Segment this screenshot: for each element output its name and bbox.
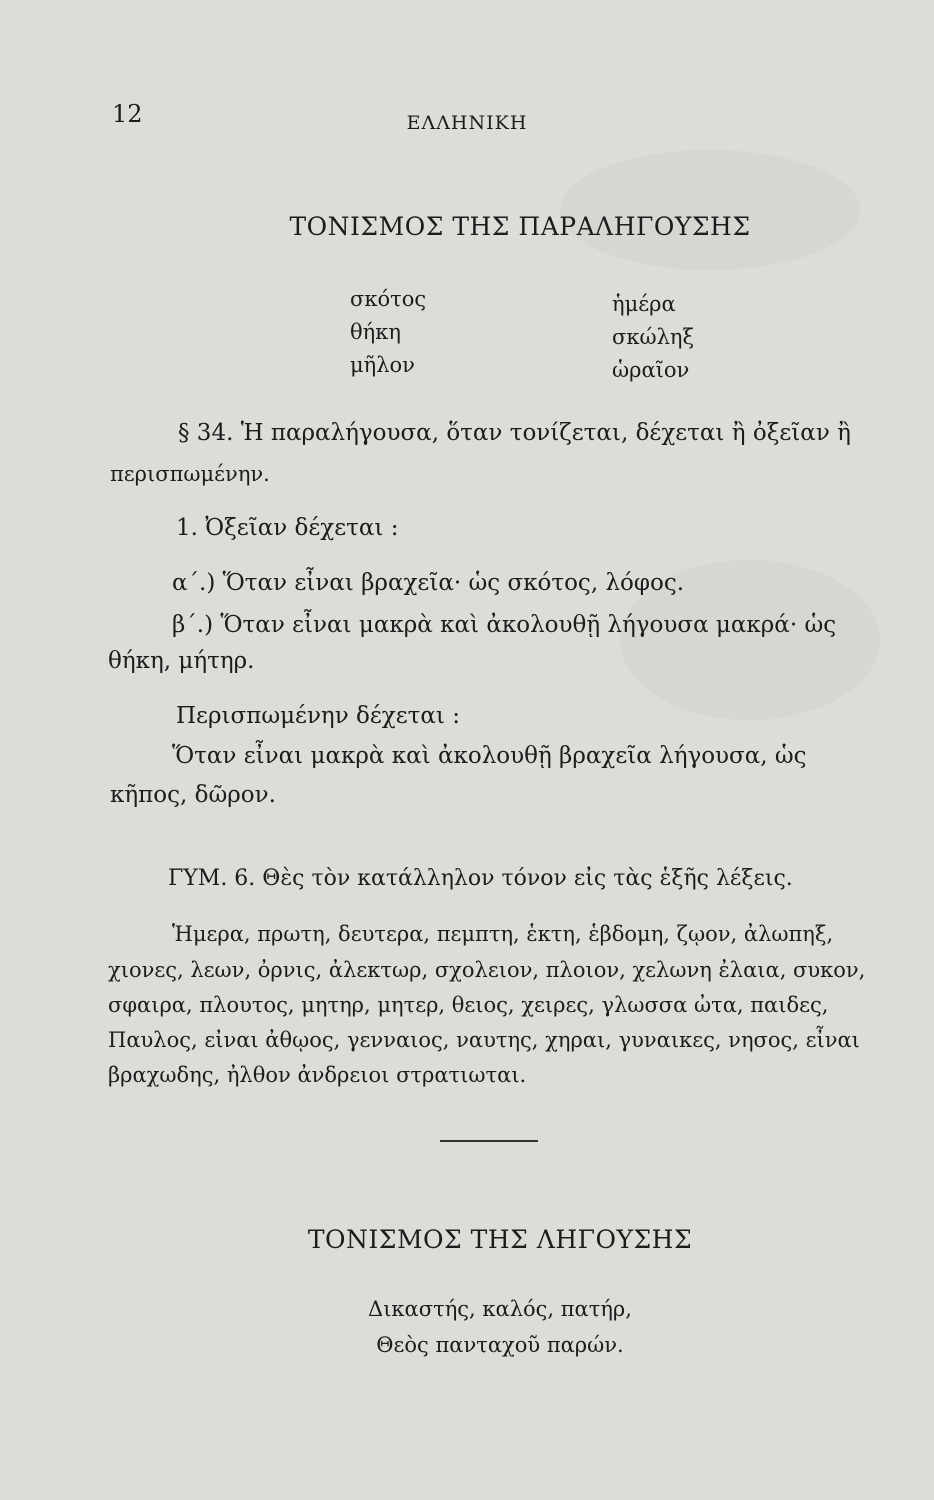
running-head: ΕΛΛΗΝΙΚΗ — [406, 112, 528, 134]
perispomeni-line: κῆπος, δῶρον. — [110, 782, 276, 808]
exercise-line: βραχωδης, ἠλθον ἀνδρειοι στρατιωται. — [108, 1063, 527, 1087]
rule-34-line: § 34. Ἡ παραλήγουσα, ὅταν τονίζεται, δέχεται ἢ ὀξεῖαν ἢ — [178, 420, 851, 446]
print-through-stain — [560, 150, 860, 270]
word-left: μῆλον — [350, 353, 415, 377]
perispomeni-heading: Περισπωμένην δέχεται : — [176, 703, 460, 729]
exercise-line: σφαιρα, πλουτος, μητηρ, μητερ, θειος, χειρες, γλωσσα ὠτα, παιδες, — [108, 993, 829, 1017]
rule-34-line: περισπωμένην. — [110, 462, 270, 486]
oxeia-item-a: α΄.) Ὅταν εἶναι βραχεῖα· ὡς σκότος, λόφος. — [172, 570, 685, 596]
exercise-line: Παυλος, εἰναι ἀθῳος, γενναιος, ναυτης, χηραι, γυναικες, νησος, εἶναι — [108, 1028, 860, 1052]
perispomeni-line: Ὅταν εἶναι μακρὰ καὶ ἀκολουθῇ βραχεῖα λήγουσα, ὡς — [172, 743, 807, 769]
section-title-legousa: ΤΟΝΙΣΜΟΣ ΤΗΣ ΛΗΓΟΥΣΗΣ — [307, 1225, 693, 1254]
word-left: θήκη — [350, 320, 401, 344]
oxeia-item-b: θήκη, μήτηρ. — [108, 648, 255, 674]
oxeia-heading: 1. Ὀξεῖαν δέχεται : — [176, 515, 399, 541]
word-right: ὡραῖον — [612, 358, 690, 382]
exercise-line: Ἡμερα, πρωτη, δευτερα, πεμπτη, ἑκτη, ἑβδομη, ζῳον, ἀλωπηξ, — [172, 922, 834, 946]
legousa-example: Δικαστής, καλός, πατήρ, — [368, 1297, 632, 1321]
legousa-example: Θεὸς πανταχοῦ παρών. — [376, 1333, 624, 1357]
section-title-paralegousa: ΤΟΝΙΣΜΟΣ ΤΗΣ ΠΑΡΑΛΗΓΟΥΣΗΣ — [289, 212, 751, 241]
word-left: σκότος — [350, 287, 427, 311]
oxeia-item-b: β΄.) Ὅταν εἶναι μακρὰ καὶ ἀκολουθῇ λήγουσα μακρά· ὡς — [172, 612, 837, 638]
section-divider — [440, 1140, 538, 1142]
word-right: σκώληξ — [612, 325, 695, 349]
page-number: 12 — [112, 100, 143, 128]
exercise-line: χιονες, λεων, ὀρνις, ἀλεκτωρ, σχολειον, πλοιον, χελωνη ἐλαια, συκον, — [108, 958, 866, 982]
word-right: ἡμέρα — [612, 292, 676, 316]
exercise-heading: ΓΥΜ. 6. Θὲς τὸν κατάλληλον τόνον εἰς τὰς ἑξῆς λέξεις. — [168, 866, 793, 891]
